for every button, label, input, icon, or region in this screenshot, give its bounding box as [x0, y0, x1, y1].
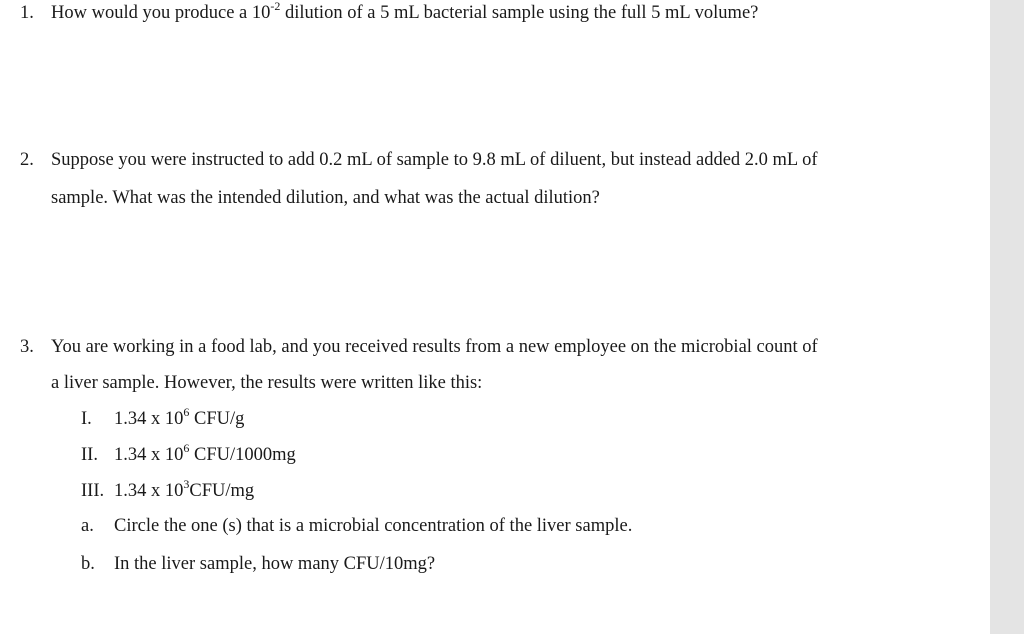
subpart-text: In the liver sample, how many CFU/10mg?: [114, 554, 436, 574]
option-label: I.: [81, 409, 92, 429]
question-text-line-2: a liver sample. However, the results were written like this:: [51, 373, 483, 393]
question-text-line-2: sample. What was the intended dilution, and what was the actual dilution?: [51, 188, 600, 208]
question-number: 2.: [20, 150, 34, 170]
subpart-text: Circle the one (s) that is a microbial concentration of the liver sample.: [114, 516, 633, 536]
option-label: II.: [81, 445, 98, 465]
question-number: 3.: [20, 337, 34, 357]
subpart-label: b.: [81, 554, 95, 574]
option-text: 1.34 x $10^6$ CFU/g: [114, 404, 245, 429]
exponent: -2: [270, 0, 281, 13]
question-text-line-1: You are working in a food lab, and you received results from a new employee on the microbial count of: [51, 337, 818, 357]
exponent: 3: [183, 476, 190, 491]
option-text: 1.34 x $10^6$ CFU/1000mg: [114, 440, 296, 465]
window-gutter: [990, 0, 1024, 634]
question-text: How would you produce a $10^{-2}$ dilution of a 5 mL bacterial sample using the full 5 mL volume?: [51, 0, 759, 23]
exponent: 6: [183, 440, 190, 455]
question-number: 1.: [20, 3, 34, 23]
option-text: 1.34 x $10^3CFU/mg$: [114, 476, 255, 501]
exponent: 6: [183, 404, 190, 419]
subpart-label: a.: [81, 516, 94, 536]
option-label: III.: [81, 481, 105, 501]
question-text-line-1: Suppose you were instructed to add 0.2 mL of sample to 9.8 mL of diluent, but instead added 2.0 mL of: [51, 150, 818, 170]
